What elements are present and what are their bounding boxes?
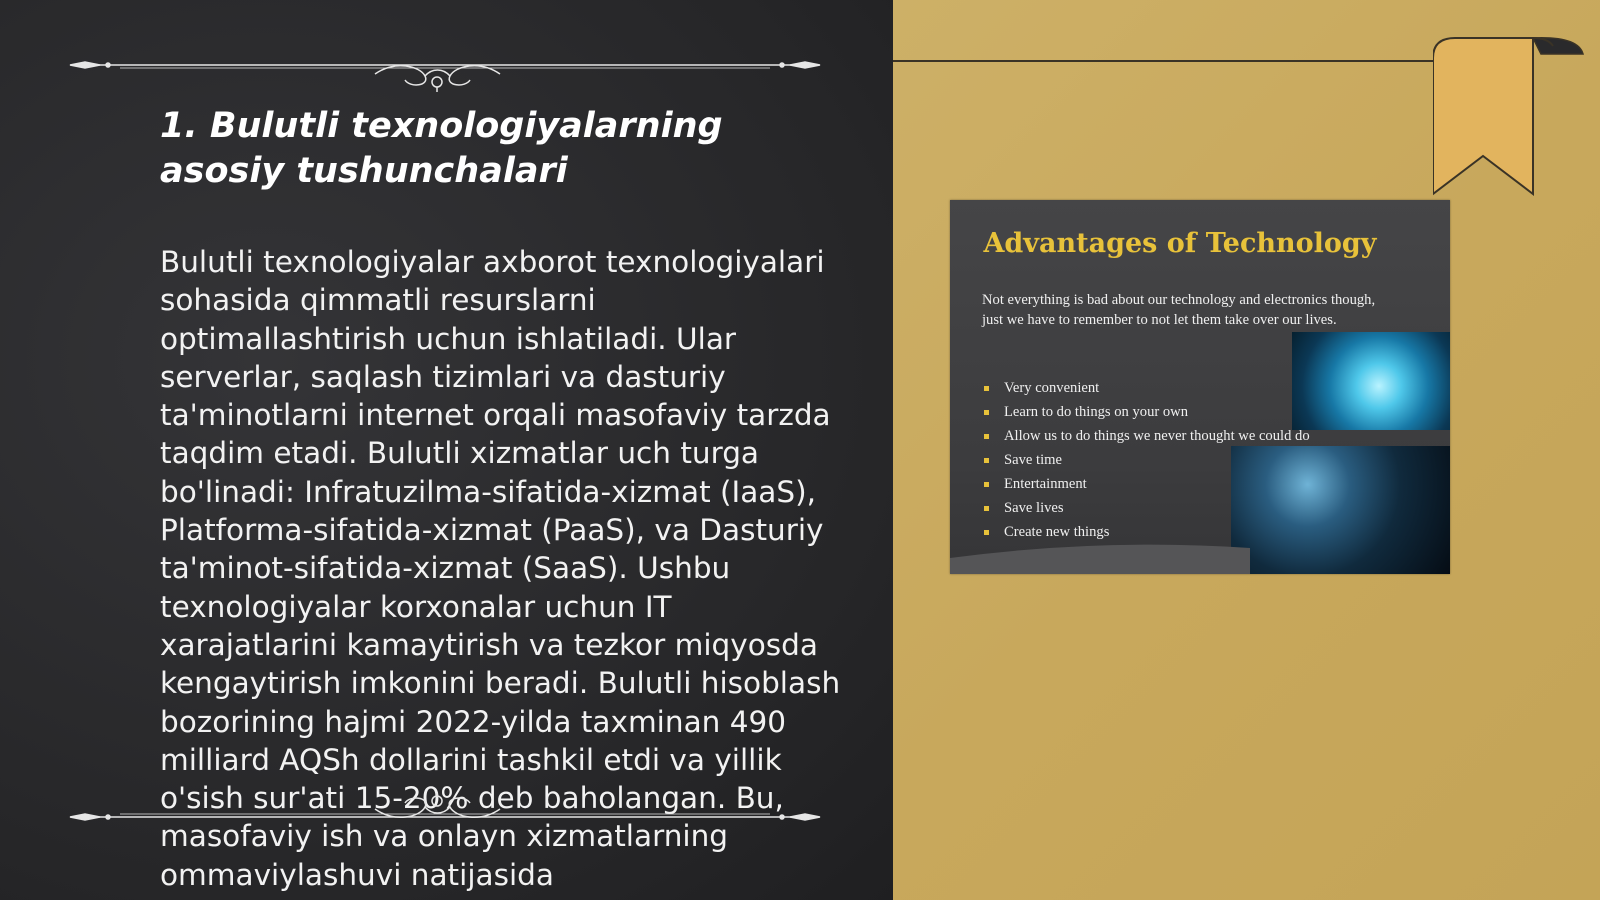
list-item: Save time xyxy=(982,448,1310,472)
bullet-icon xyxy=(984,458,989,463)
page-title: 1. Bulutli texnologiyalarning asosiy tushunchalari xyxy=(160,106,723,191)
embedded-slide-image xyxy=(950,200,1450,574)
bullet-icon xyxy=(984,386,989,391)
bottom-scroll-ornament-icon xyxy=(60,793,830,843)
list-item: Entertainment xyxy=(982,472,1310,496)
list-item: Very convenient xyxy=(982,376,1310,400)
embedded-slide-title: Advantages of Technology xyxy=(983,228,1377,259)
right-image-panel xyxy=(893,0,1600,900)
embedded-bullet-list xyxy=(982,376,1310,544)
bullet-icon xyxy=(984,530,989,535)
list-item: Create new things xyxy=(982,520,1310,544)
list-item: Learn to do things on your own xyxy=(982,400,1310,424)
embedded-slide-intro: Not everything is bad about our technology and electronics though, just we have to remember to not let them take over our lives. xyxy=(982,292,1376,328)
body-paragraph: Bulutli texnologiyalar axborot texnologiyalari sohasida qimmatli resurslarni optimallashtirish uchun ishlatiladi. Ular serverlar, saqlash tizimlari va dasturiy ta'minotlarni internet orqali masofaviy tarzda taqdim etadi. Bulutli xizmatlar uch turga bo'linadi: Infratuzilma-sifatida-xizmat (IaaS), Platforma-sifatida-xizmat (PaaS), va Dasturiy ta'minot-sifatida-xizmat (SaaS). Ushbu texnologiyalar korxonalar uchun IT xarajatlarini kamaytirish va tezkor miqyosda kengaytirish imkonini beradi. Bulutli hisoblash bozorining hajmi 2022-yilda taxminan 490 milliard AQSh dollarini tashkil etdi va yillik o'sish sur'ati 15-20% deb baholangan. Bu, masofaviy ish va onlayn xizmatlarning ommaviylashuvi natijasida xyxy=(160,245,841,892)
bookmark-ribbon-icon xyxy=(1433,36,1598,196)
bullet-icon xyxy=(984,506,989,511)
list-item: Save lives xyxy=(982,496,1310,520)
bullet-icon xyxy=(984,434,989,439)
embedded-slide-wave xyxy=(950,538,1250,574)
top-scroll-ornament-icon xyxy=(60,42,830,92)
list-item: Allow us to do things we never thought we could do xyxy=(982,424,1310,448)
bullet-icon xyxy=(984,410,989,415)
globe-network-photo xyxy=(1292,332,1450,430)
horizontal-divider xyxy=(893,60,1438,62)
bullet-icon xyxy=(984,482,989,487)
